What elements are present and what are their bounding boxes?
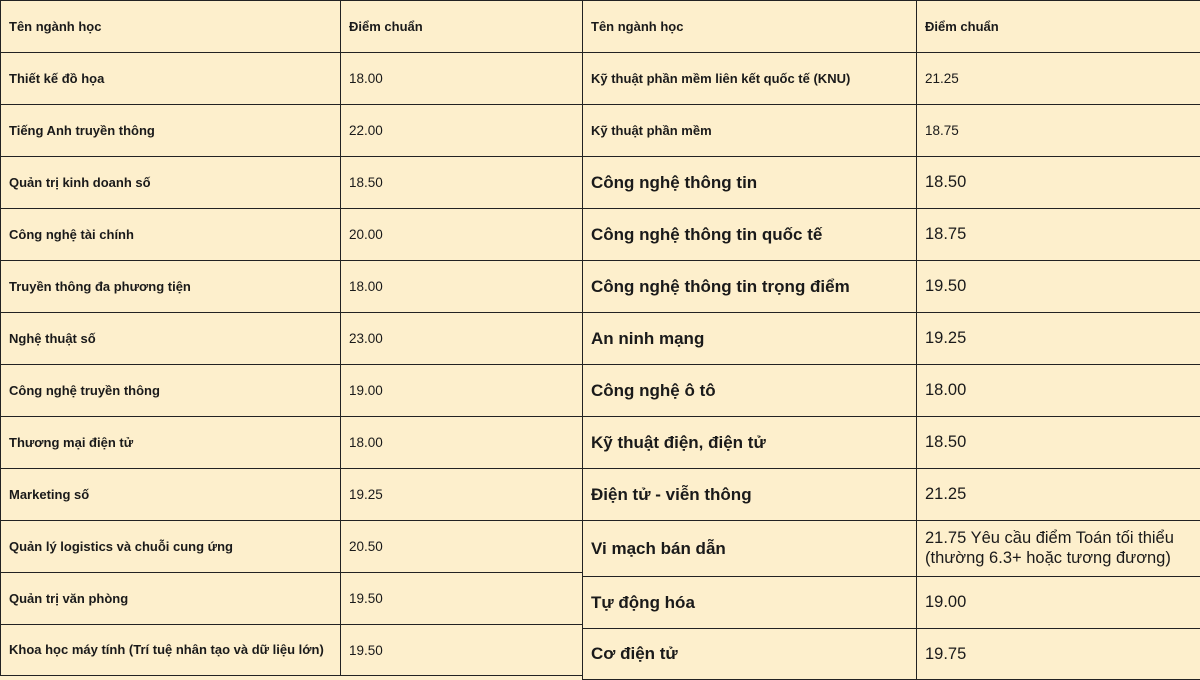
column-header-score: Điểm chuẩn <box>341 1 583 53</box>
table-row <box>583 417 1200 469</box>
major-name: Công nghệ truyền thông <box>1 365 341 417</box>
table-row <box>583 577 1200 629</box>
major-score: 21.25 <box>917 469 1200 521</box>
table-row <box>1 209 583 261</box>
major-score: 19.50 <box>341 573 583 625</box>
major-name: Marketing số <box>1 469 341 521</box>
table-header-row <box>583 1 1200 53</box>
major-name: Quản trị văn phòng <box>1 573 341 625</box>
major-name: Kỹ thuật phần mềm <box>583 105 917 157</box>
major-score: 19.50 <box>341 625 583 676</box>
table-row <box>583 629 1200 680</box>
table-row <box>583 469 1200 521</box>
major-name: Thiết kế đồ họa <box>1 53 341 105</box>
table-row <box>583 209 1200 261</box>
table-row <box>1 157 583 209</box>
major-name: Khoa học máy tính (Trí tuệ nhân tạo và dữ liệu lớn) <box>1 625 341 676</box>
major-name: Vi mạch bán dẫn <box>583 521 917 577</box>
major-name: Kỹ thuật điện, điện tử <box>583 417 917 469</box>
table-row <box>583 105 1200 157</box>
table-row <box>1 261 583 313</box>
major-score: 18.00 <box>341 417 583 469</box>
major-score: 20.50 <box>341 521 583 573</box>
table-row <box>1 521 583 573</box>
major-score: 18.00 <box>341 261 583 313</box>
major-score: 18.75 <box>917 209 1200 261</box>
left-scores-table <box>0 0 583 676</box>
major-score: 18.50 <box>341 157 583 209</box>
table-row <box>583 313 1200 365</box>
major-score: 21.75 Yêu cầu điểm Toán tối thiểu (thường 6.3+ hoặc tương đương) <box>917 521 1200 577</box>
major-score: 20.00 <box>341 209 583 261</box>
table-row <box>1 625 583 676</box>
table-row <box>583 521 1200 577</box>
major-score: 18.50 <box>917 417 1200 469</box>
right-scores-table <box>582 0 1200 680</box>
column-header-major: Tên ngành học <box>583 1 917 53</box>
table-row <box>1 573 583 625</box>
table-row <box>1 365 583 417</box>
major-name: Công nghệ ô tô <box>583 365 917 417</box>
major-name: Tự động hóa <box>583 577 917 629</box>
major-score: 21.25 <box>917 53 1200 105</box>
major-name: Truyền thông đa phương tiện <box>1 261 341 313</box>
major-name: Kỹ thuật phần mềm liên kết quốc tế (KNU) <box>583 53 917 105</box>
major-name: Nghệ thuật số <box>1 313 341 365</box>
table-row <box>1 417 583 469</box>
major-name: Công nghệ thông tin trọng điểm <box>583 261 917 313</box>
major-name: Điện tử - viễn thông <box>583 469 917 521</box>
table-row <box>583 157 1200 209</box>
major-score: 19.50 <box>917 261 1200 313</box>
major-score: 19.00 <box>917 577 1200 629</box>
column-header-score: Điểm chuẩn <box>917 1 1200 53</box>
column-header-major: Tên ngành học <box>1 1 341 53</box>
major-name: Quản lý logistics và chuỗi cung ứng <box>1 521 341 573</box>
major-name: Tiếng Anh truyền thông <box>1 105 341 157</box>
major-score: 19.00 <box>341 365 583 417</box>
major-name: An ninh mạng <box>583 313 917 365</box>
major-score: 19.25 <box>917 313 1200 365</box>
major-score: 22.00 <box>341 105 583 157</box>
table-row <box>583 261 1200 313</box>
major-score: 19.25 <box>341 469 583 521</box>
major-score: 18.00 <box>341 53 583 105</box>
major-name: Quản trị kinh doanh số <box>1 157 341 209</box>
table-row <box>583 365 1200 417</box>
major-score: 18.50 <box>917 157 1200 209</box>
major-name: Thương mại điện tử <box>1 417 341 469</box>
major-name: Công nghệ tài chính <box>1 209 341 261</box>
major-score: 18.00 <box>917 365 1200 417</box>
table-row <box>1 469 583 521</box>
table-row <box>1 313 583 365</box>
major-score: 23.00 <box>341 313 583 365</box>
table-row <box>1 105 583 157</box>
major-score: 19.75 <box>917 629 1200 680</box>
table-row <box>583 53 1200 105</box>
major-name: Công nghệ thông tin <box>583 157 917 209</box>
major-score: 18.75 <box>917 105 1200 157</box>
major-name: Công nghệ thông tin quốc tế <box>583 209 917 261</box>
table-header-row <box>1 1 583 53</box>
major-name: Cơ điện tử <box>583 629 917 680</box>
table-row <box>1 53 583 105</box>
